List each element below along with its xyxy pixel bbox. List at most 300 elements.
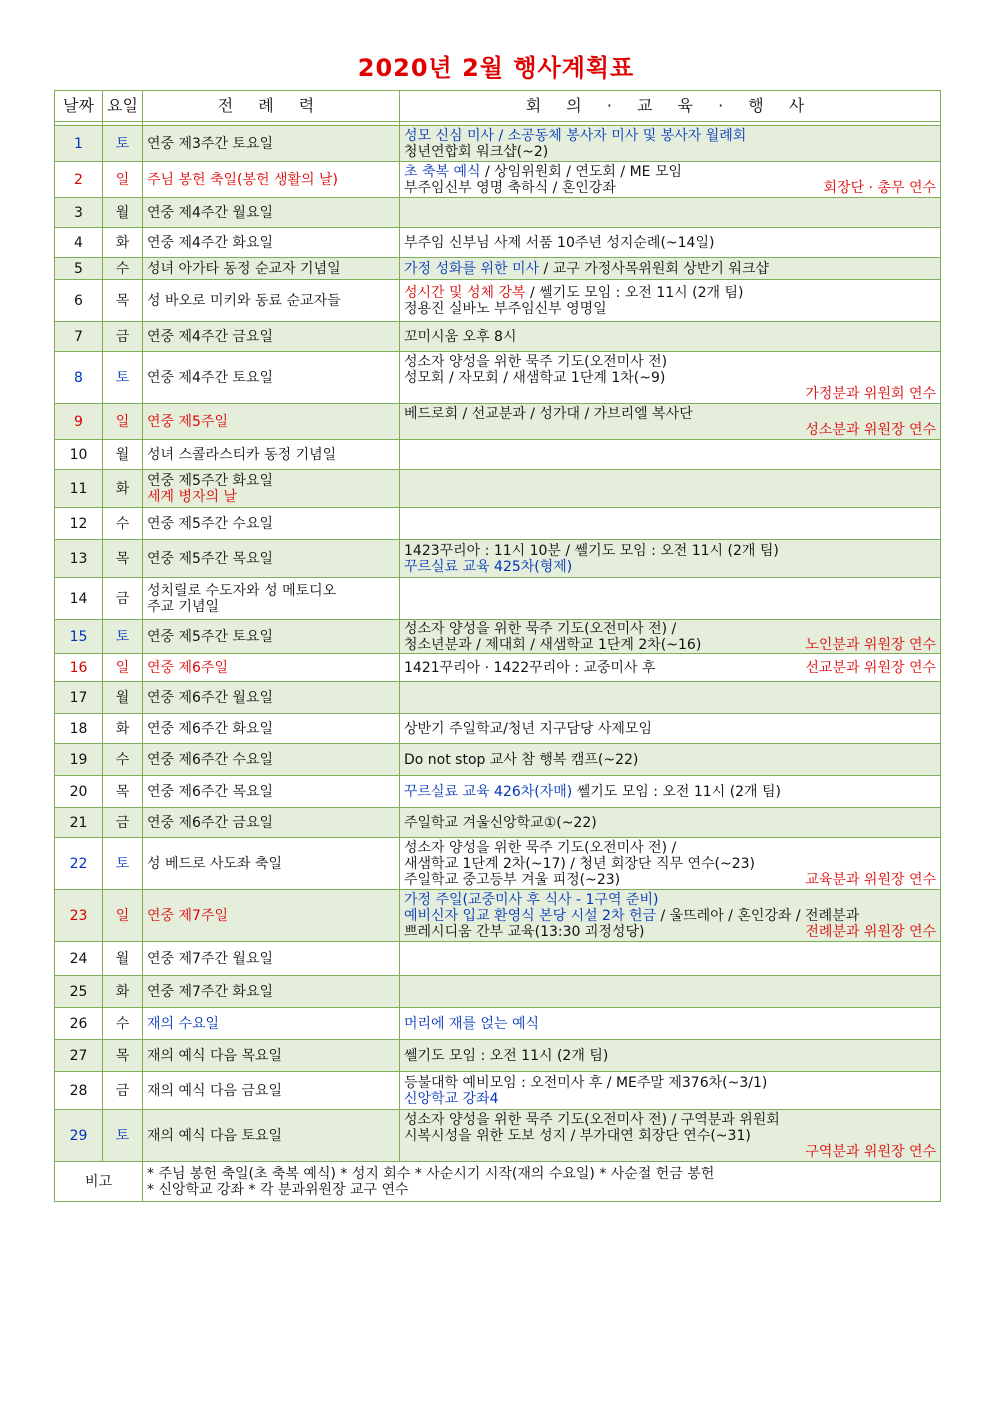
schedule-row — [55, 440, 941, 470]
date-cell: 28 — [55, 1072, 103, 1110]
date-cell: 1 — [55, 126, 103, 162]
liturgy-cell — [143, 714, 400, 744]
event-text-group — [404, 144, 548, 160]
events-cell — [400, 258, 941, 280]
event-line — [404, 1128, 936, 1144]
schedule-row — [55, 682, 941, 714]
liturgy-cell — [143, 440, 400, 470]
date-cell: 8 — [55, 352, 103, 404]
liturgy-cell — [143, 470, 400, 508]
liturgy-text: 연중 제5주간 화요일 — [147, 472, 273, 489]
event-text-group — [404, 1112, 780, 1128]
liturgy-text: 연중 제6주간 수요일 — [147, 751, 273, 768]
day-cell: 수 — [103, 1008, 143, 1040]
day-cell: 토 — [103, 1110, 143, 1162]
training-note: 가정분과 위원회 연수 — [805, 385, 936, 402]
events-cell — [400, 352, 941, 404]
liturgy-text: 연중 제5주간 목요일 — [147, 550, 273, 567]
schedule-row — [55, 228, 941, 258]
day-cell: 수 — [103, 508, 143, 540]
event-text: 꾸르실료 교육 426차(자매) — [404, 783, 573, 800]
event-text-group — [404, 1091, 499, 1107]
event-text: 쁘레시디움 간부 교육(13:30 괴정성당) — [404, 923, 645, 940]
schedule-row — [55, 620, 941, 654]
date-cell: 20 — [55, 776, 103, 808]
event-text: 신앙학교 강좌4 — [404, 1090, 499, 1107]
event-text: 시복시성을 위한 도보 성지 / 부가대연 회장단 연수(~31) — [404, 1127, 751, 1144]
schedule-row — [55, 1040, 941, 1072]
liturgy-cell — [143, 508, 400, 540]
liturgy-text: 연중 제4주간 토요일 — [147, 369, 273, 386]
liturgy-cell — [143, 322, 400, 352]
day-cell: 일 — [103, 162, 143, 198]
event-text: 주일학교 중고등부 겨울 피정(~23) — [404, 871, 621, 888]
event-line — [404, 301, 936, 317]
event-line — [404, 261, 936, 277]
schedule-row — [55, 654, 941, 682]
event-text: 성소자 양성을 위한 묵주 기도(오전미사 전) / — [404, 620, 677, 637]
schedule-row — [55, 540, 941, 578]
liturgy-cell — [143, 1008, 400, 1040]
event-line — [404, 721, 936, 737]
event-text-group — [404, 840, 676, 856]
event-text-group — [404, 1048, 608, 1064]
events-cell — [400, 942, 941, 976]
event-text: / 교구 가정사목위원회 상반기 워크샵 — [539, 260, 769, 277]
day-cell: 토 — [103, 352, 143, 404]
event-line — [404, 370, 936, 386]
day-cell: 토 — [103, 126, 143, 162]
liturgy-cell — [143, 404, 400, 440]
schedule-row — [55, 838, 941, 890]
event-line — [404, 164, 936, 180]
date-cell: 14 — [55, 578, 103, 620]
event-text: 쎌기도 모임 : 오전 11시 (2개 팀) — [572, 783, 782, 800]
event-text-group — [404, 892, 658, 908]
event-text: 가정 성화를 위한 미사 — [404, 260, 540, 277]
schedule-row — [55, 1110, 941, 1162]
day-cell: 토 — [103, 838, 143, 890]
liturgy-cell — [143, 280, 400, 322]
day-cell: 수 — [103, 744, 143, 776]
event-line — [404, 128, 936, 144]
liturgy-text: 재의 예식 다음 토요일 — [147, 1127, 283, 1144]
schedule-row — [55, 714, 941, 744]
events-cell — [400, 838, 941, 890]
event-text-group — [404, 406, 693, 422]
date-cell: 17 — [55, 682, 103, 714]
events-cell — [400, 440, 941, 470]
event-line — [404, 752, 936, 768]
schedule-row — [55, 322, 941, 352]
day-cell: 일 — [103, 890, 143, 942]
header-date: 날짜 — [55, 91, 103, 122]
events-cell — [400, 198, 941, 228]
liturgy-cell — [143, 352, 400, 404]
day-cell: 화 — [103, 714, 143, 744]
day-cell: 목 — [103, 280, 143, 322]
schedule-row — [55, 280, 941, 322]
event-text: 초 축복 예식 — [404, 163, 481, 180]
event-text-group — [404, 856, 755, 872]
event-text: 등불대학 예비모임 : 오전미사 후 / ME주말 제376차(~3/1) — [404, 1074, 768, 1091]
schedule-row — [55, 942, 941, 976]
date-cell: 23 — [55, 890, 103, 942]
event-text: 예비신자 입교 환영식 본당 시설 2차 헌금 — [404, 907, 656, 924]
liturgy-cell — [143, 620, 400, 654]
event-text-group — [404, 637, 701, 653]
event-text-group — [404, 180, 616, 196]
liturgy-text: 연중 제6주간 화요일 — [147, 720, 273, 737]
event-text: 쎌기도 모임 : 오전 11시 (2개 팀) — [404, 1047, 609, 1064]
schedule-row — [55, 162, 941, 198]
event-line — [404, 329, 936, 345]
event-text: 성소자 양성을 위한 묵주 기도(오전미사 전) / 구역분과 위원회 — [404, 1111, 780, 1128]
event-text: 가정 주일(교중미사 후 식사 - 1구역 준비) — [404, 891, 659, 908]
schedule-row — [55, 776, 941, 808]
event-text: 꼬미시움 오후 8시 — [404, 328, 517, 345]
event-text-group — [404, 752, 638, 768]
event-text-group — [404, 872, 620, 888]
liturgy-text: 연중 제6주간 목요일 — [147, 783, 273, 800]
events-cell — [400, 890, 941, 942]
event-line — [404, 840, 936, 856]
event-line — [404, 1016, 936, 1032]
liturgy-text: 성 바오로 미키와 동료 순교자들 — [147, 292, 341, 309]
liturgy-text: 연중 제4주간 금요일 — [147, 328, 273, 345]
note-row — [55, 1162, 941, 1202]
event-text-group — [404, 301, 607, 317]
event-text: 청소년분과 / 제대회 / 새샘학교 1단계 2차(~16) — [404, 636, 702, 653]
date-cell: 26 — [55, 1008, 103, 1040]
schedule-row — [55, 404, 941, 440]
event-text-group — [404, 235, 714, 251]
page-title: 2020년 2월 행사계획표 — [357, 54, 635, 82]
events-cell — [400, 654, 941, 682]
day-cell: 화 — [103, 976, 143, 1008]
date-cell: 7 — [55, 322, 103, 352]
event-line — [404, 559, 936, 575]
training-note: 전례분과 위원장 연수 — [805, 923, 936, 940]
event-line — [404, 1048, 936, 1064]
date-cell: 18 — [55, 714, 103, 744]
day-cell: 금 — [103, 322, 143, 352]
event-line — [404, 660, 936, 676]
day-cell: 목 — [103, 776, 143, 808]
event-text-group — [404, 370, 665, 386]
event-text: Do not stop 교사 참 행복 캠프(~22) — [404, 751, 639, 768]
day-cell: 금 — [103, 1072, 143, 1110]
date-cell: 24 — [55, 942, 103, 976]
liturgy-cell — [143, 258, 400, 280]
liturgy-text: 연중 제7주일 — [147, 907, 228, 924]
event-text: / 쎌기도 모임 : 오전 11시 (2개 팀) — [525, 284, 744, 301]
events-cell — [400, 228, 941, 258]
events-cell — [400, 162, 941, 198]
event-line — [404, 1112, 936, 1128]
note-line: * 신앙학교 강좌 * 각 분과위원장 교구 연수 — [147, 1181, 409, 1198]
liturgy-cell — [143, 1072, 400, 1110]
liturgy-cell — [143, 976, 400, 1008]
event-text-group — [404, 1075, 767, 1091]
note-content — [143, 1162, 941, 1202]
liturgy-text: 연중 제5주일 — [147, 413, 228, 430]
event-text-group — [404, 1128, 751, 1144]
event-text-group — [404, 285, 743, 301]
day-cell: 일 — [103, 404, 143, 440]
liturgy-cell — [143, 890, 400, 942]
event-text: 부주임 신부님 사제 서품 10주년 성지순례(~14일) — [404, 234, 715, 251]
event-line — [404, 892, 936, 908]
event-text: 성모 신심 미사 / 소공동체 봉사자 미사 및 봉사자 월례회 — [404, 127, 747, 144]
liturgy-cell — [143, 126, 400, 162]
date-cell: 16 — [55, 654, 103, 682]
day-cell: 금 — [103, 578, 143, 620]
events-cell — [400, 1110, 941, 1162]
training-note: 노인분과 위원장 연수 — [805, 636, 936, 653]
day-cell: 화 — [103, 470, 143, 508]
event-text: 꾸르실료 교육 425차(형제) — [404, 558, 573, 575]
header-events: 회 의 · 교 육 · 행 사 — [400, 91, 941, 122]
day-cell: 금 — [103, 808, 143, 838]
schedule-row — [55, 258, 941, 280]
event-text: 부주임신부 영명 축하식 / 혼인강좌 — [404, 179, 616, 196]
event-text-group — [404, 261, 769, 277]
date-cell: 13 — [55, 540, 103, 578]
liturgy-text: 연중 제6주간 월요일 — [147, 689, 273, 706]
event-line — [404, 1075, 936, 1091]
day-cell: 월 — [103, 440, 143, 470]
event-line — [404, 543, 936, 559]
schedule-row — [55, 126, 941, 162]
schedule-row — [55, 578, 941, 620]
date-cell: 12 — [55, 508, 103, 540]
event-line — [404, 285, 936, 301]
event-text-group — [404, 721, 652, 737]
event-text: 1423꾸리아 : 11시 10분 / 쎌기도 모임 : 오전 11시 (2개 팀) — [404, 542, 779, 559]
liturgy-text: 성치릴로 수도자와 성 메토디오 — [147, 582, 337, 599]
note-label: 비고 — [55, 1162, 143, 1202]
liturgy-text: 연중 제4주간 월요일 — [147, 204, 273, 221]
liturgy-text: 성 베드로 사도좌 축일 — [147, 855, 283, 872]
day-cell: 일 — [103, 654, 143, 682]
liturgy-text: 연중 제6주간 금요일 — [147, 814, 273, 831]
event-text-group — [404, 329, 516, 345]
events-cell — [400, 744, 941, 776]
events-cell — [400, 578, 941, 620]
date-cell: 19 — [55, 744, 103, 776]
events-cell — [400, 808, 941, 838]
event-line — [404, 180, 936, 196]
liturgy-text-secondary: 주교 기념일 — [147, 598, 220, 615]
schedule-row — [55, 808, 941, 838]
events-cell — [400, 540, 941, 578]
events-cell — [400, 470, 941, 508]
training-note: 교육분과 위원장 연수 — [805, 871, 936, 888]
day-cell: 목 — [103, 1040, 143, 1072]
event-text: 머리에 재를 얹는 예식 — [404, 1015, 540, 1032]
event-line — [404, 856, 936, 872]
schedule-row — [55, 352, 941, 404]
events-cell — [400, 620, 941, 654]
liturgy-cell — [143, 1040, 400, 1072]
date-cell: 25 — [55, 976, 103, 1008]
date-cell: 29 — [55, 1110, 103, 1162]
event-text-group — [404, 784, 781, 800]
day-cell: 토 — [103, 620, 143, 654]
day-cell: 목 — [103, 540, 143, 578]
schedule-row — [55, 744, 941, 776]
liturgy-text: 연중 제3주간 토요일 — [147, 135, 273, 152]
date-cell: 6 — [55, 280, 103, 322]
event-line — [404, 1144, 936, 1160]
date-cell: 27 — [55, 1040, 103, 1072]
date-cell: 10 — [55, 440, 103, 470]
events-cell — [400, 322, 941, 352]
schedule-row — [55, 508, 941, 540]
schedule-row — [55, 1008, 941, 1040]
liturgy-cell — [143, 744, 400, 776]
liturgy-cell — [143, 838, 400, 890]
event-text: 새샘학교 1단계 2차(~17) / 청년 회장단 직무 연수(~23) — [404, 855, 756, 872]
liturgy-text: 연중 제7주간 월요일 — [147, 950, 273, 967]
event-line — [404, 872, 936, 888]
event-text: 주일학교 겨울신앙학교①(~22) — [404, 814, 597, 831]
event-text: 1421꾸리아 · 1422꾸리아 : 교중미사 후 — [404, 659, 656, 676]
event-text: 성시간 및 성체 강복 — [404, 284, 526, 301]
event-text: 정용진 실바노 부주임신부 영명일 — [404, 300, 607, 317]
event-line — [404, 235, 936, 251]
liturgy-text: 성녀 스콜라스티카 동정 기념일 — [147, 446, 337, 463]
event-text-group — [404, 908, 859, 924]
event-line — [404, 924, 936, 940]
event-line — [404, 422, 936, 438]
event-line — [404, 908, 936, 924]
liturgy-text: 연중 제4주간 화요일 — [147, 234, 273, 251]
header-liturgy: 전 례 력 — [143, 91, 400, 122]
day-cell: 월 — [103, 198, 143, 228]
event-text-group — [404, 924, 644, 940]
event-line — [404, 144, 936, 160]
day-cell: 월 — [103, 942, 143, 976]
day-cell: 월 — [103, 682, 143, 714]
event-text: 성소자 양성을 위한 묵주 기도(오전미사 전) — [404, 353, 668, 370]
events-cell — [400, 1008, 941, 1040]
event-text: 청년연합회 워크샵(~2) — [404, 143, 549, 160]
note-line: * 주님 봉헌 축일(초 축복 예식) * 성지 회수 * 사순시기 시작(재의 수요일) * 사순절 헌금 봉헌 — [147, 1165, 715, 1182]
event-line — [404, 386, 936, 402]
day-cell: 화 — [103, 228, 143, 258]
liturgy-cell — [143, 228, 400, 258]
schedule-row — [55, 1072, 941, 1110]
event-text: / 상임위원회 / 연도회 / ME 모임 — [480, 163, 682, 180]
events-cell — [400, 508, 941, 540]
liturgy-cell — [143, 1110, 400, 1162]
schedule-row — [55, 890, 941, 942]
events-cell — [400, 682, 941, 714]
event-text: 상반기 주일학교/청년 지구담당 사제모임 — [404, 720, 652, 737]
event-text-group — [404, 815, 597, 831]
event-line — [404, 784, 936, 800]
liturgy-text: 재의 예식 다음 목요일 — [147, 1047, 283, 1064]
date-cell: 15 — [55, 620, 103, 654]
date-cell: 2 — [55, 162, 103, 198]
date-cell: 9 — [55, 404, 103, 440]
event-line — [404, 815, 936, 831]
liturgy-text: 연중 제7주간 화요일 — [147, 983, 273, 1000]
training-note: 구역분과 위원장 연수 — [805, 1143, 936, 1160]
date-cell: 5 — [55, 258, 103, 280]
event-text-group — [404, 354, 667, 370]
schedule-table — [54, 90, 941, 1202]
events-cell — [400, 976, 941, 1008]
liturgy-text: 연중 제5주간 수요일 — [147, 515, 273, 532]
schedule-row — [55, 470, 941, 508]
schedule-body — [55, 122, 941, 1162]
event-text: 성모회 / 자모회 / 새샘학교 1단계 1차(~9) — [404, 369, 666, 386]
liturgy-cell — [143, 776, 400, 808]
event-text: / 울뜨레아 / 혼인강좌 / 전례분과 — [656, 907, 860, 924]
events-cell — [400, 1040, 941, 1072]
header-day: 요일 — [103, 91, 143, 122]
event-text-group — [404, 621, 676, 637]
liturgy-text-secondary: 세계 병자의 날 — [147, 488, 238, 505]
liturgy-cell — [143, 578, 400, 620]
events-cell — [400, 714, 941, 744]
liturgy-cell — [143, 162, 400, 198]
liturgy-cell — [143, 682, 400, 714]
event-line — [404, 637, 936, 653]
liturgy-text: 주님 봉헌 축일(봉헌 생활의 날) — [147, 171, 339, 188]
day-cell: 수 — [103, 258, 143, 280]
date-cell: 4 — [55, 228, 103, 258]
event-line — [404, 1091, 936, 1107]
liturgy-text: 재의 예식 다음 금요일 — [147, 1082, 283, 1099]
liturgy-cell — [143, 808, 400, 838]
event-text: 베드로회 / 선교분과 / 성가대 / 가브리엘 복사단 — [404, 405, 693, 422]
header-row — [55, 91, 941, 122]
event-text-group — [404, 128, 746, 144]
liturgy-cell — [143, 198, 400, 228]
training-note: 선교분과 위원장 연수 — [805, 659, 936, 676]
event-line — [404, 621, 936, 637]
event-line — [404, 354, 936, 370]
events-cell — [400, 404, 941, 440]
date-cell: 22 — [55, 838, 103, 890]
training-note: 성소분과 위원장 연수 — [805, 421, 936, 438]
liturgy-text: 연중 제6주일 — [147, 659, 228, 676]
training-note: 회장단 · 총무 연수 — [823, 179, 936, 196]
liturgy-cell — [143, 540, 400, 578]
event-text-group — [404, 1016, 539, 1032]
schedule-row — [55, 976, 941, 1008]
date-cell: 21 — [55, 808, 103, 838]
date-cell: 3 — [55, 198, 103, 228]
liturgy-text: 재의 수요일 — [147, 1015, 220, 1032]
event-text-group — [404, 660, 655, 676]
liturgy-text: 연중 제5주간 토요일 — [147, 628, 273, 645]
events-cell — [400, 126, 941, 162]
liturgy-cell — [143, 654, 400, 682]
event-text-group — [404, 164, 682, 180]
event-text: 성소자 양성을 위한 묵주 기도(오전미사 전) / — [404, 839, 677, 856]
schedule-row — [55, 198, 941, 228]
events-cell — [400, 280, 941, 322]
date-cell: 11 — [55, 470, 103, 508]
events-cell — [400, 776, 941, 808]
events-cell — [400, 1072, 941, 1110]
event-line — [404, 406, 936, 422]
